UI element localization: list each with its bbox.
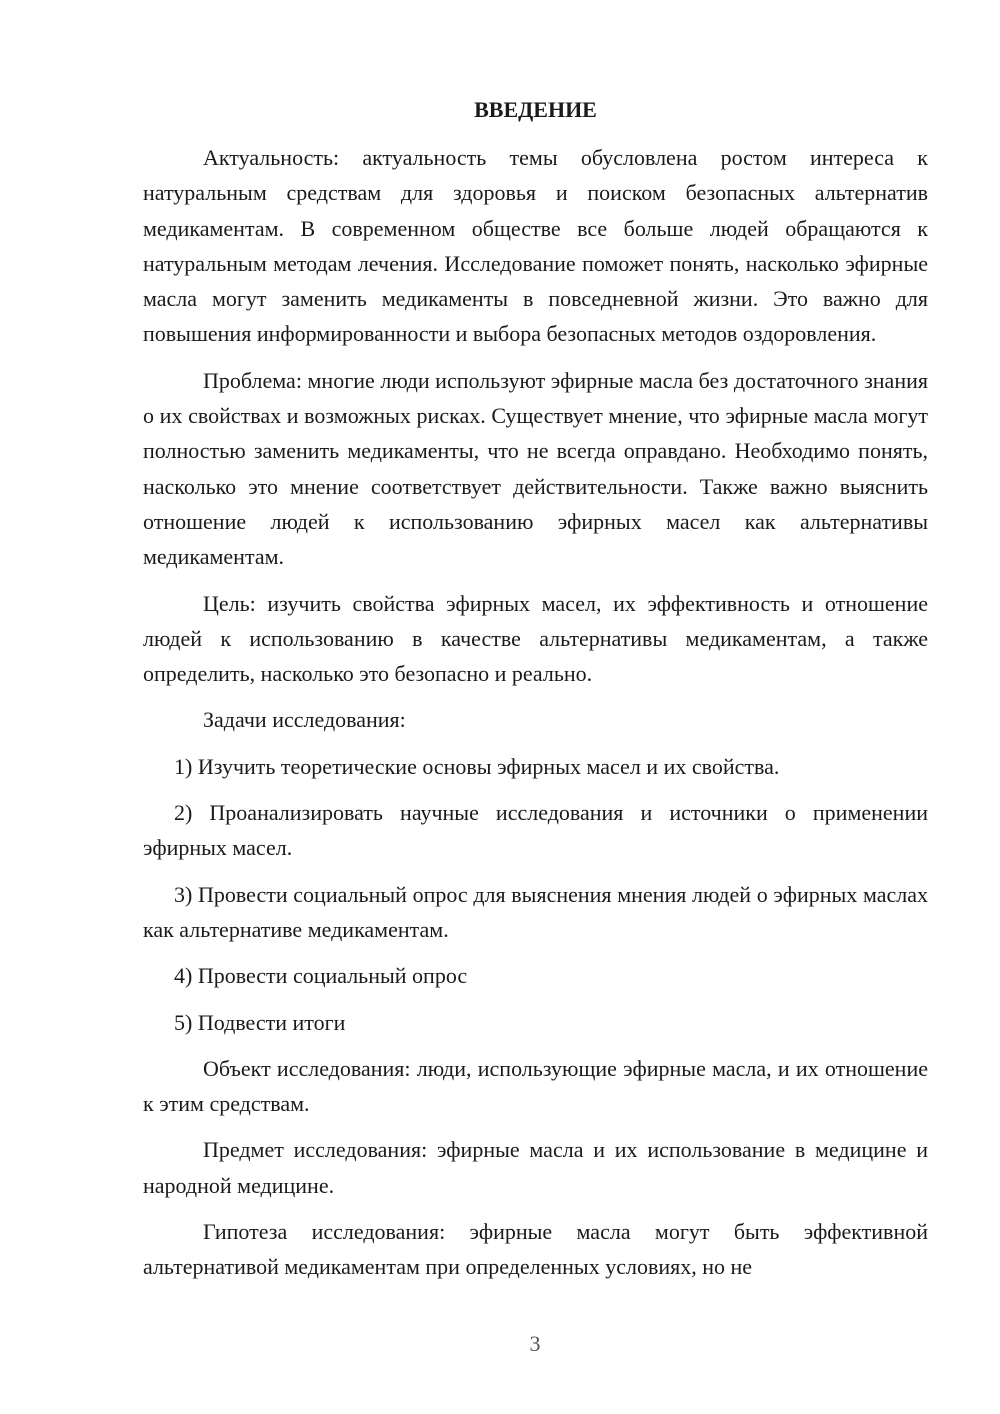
problem-paragraph: Проблема: многие люди используют эфирные масла без достаточного знания о их свойствах и возможных рисках. Существует мнение, что эфирные масла могут полностью заменить медикаменты, что не всегда оправдано. Необходимо понять, насколько это мнение соответствует действительности. Также важно выяснить отношение людей к использованию эфирных масел как альтернативы медикаментам. (143, 367, 928, 570)
object-paragraph: Объект исследования: люди, использующие эфирные масла, и их отношение к этим средствам. (143, 1055, 928, 1117)
section-heading: ВВЕДЕНИЕ (474, 97, 597, 122)
task-item-5: 5) Подвести итоги (174, 1009, 346, 1035)
subject-paragraph: Предмет исследования: эфирные масла и их использование в медицине и народной медицине. (143, 1137, 928, 1198)
hypothesis-paragraph: Гипотеза исследования: эфирные масла могут быть эффективной альтернативой медикаментам при определенных условиях, но не (143, 1219, 928, 1280)
document-page (143, 92, 928, 1296)
task-item-1: 1) Изучить теоретические основы эфирных масел и их свойства. (174, 753, 780, 779)
tasks-title: Задачи исследования: (203, 707, 406, 733)
task-item-2: 2) Проанализировать научные исследования и источники о применении эфирных масел. (143, 800, 928, 861)
page-number: 3 (529, 1331, 541, 1356)
goal-paragraph: Цель: изучить свойства эфирных масел, их эффективность и отношение людей к использованию в качестве альтернативы медикаментам, а также определить, насколько это безопасно и реально. (143, 590, 928, 687)
task-item-3: 3) Провести социальный опрос для выяснения мнения людей о эфирных маслах как альтернативе медикаментам. (143, 881, 928, 942)
relevance-paragraph: Актуальность: актуальность темы обусловлена ростом интереса к натуральным средствам для здоровья и поиском безопасных альтернатив медикаментам. В современном обществе все больше людей обращаются к натуральным методам лечения. Исследование поможет понять, насколько эфирные масла могут заменить медикаменты в повседневной жизни. Это важно для повышения информированности и выбора безопасных методов оздоровления. (143, 145, 928, 347)
task-item-4: 4) Провести социальный опрос (174, 963, 468, 989)
